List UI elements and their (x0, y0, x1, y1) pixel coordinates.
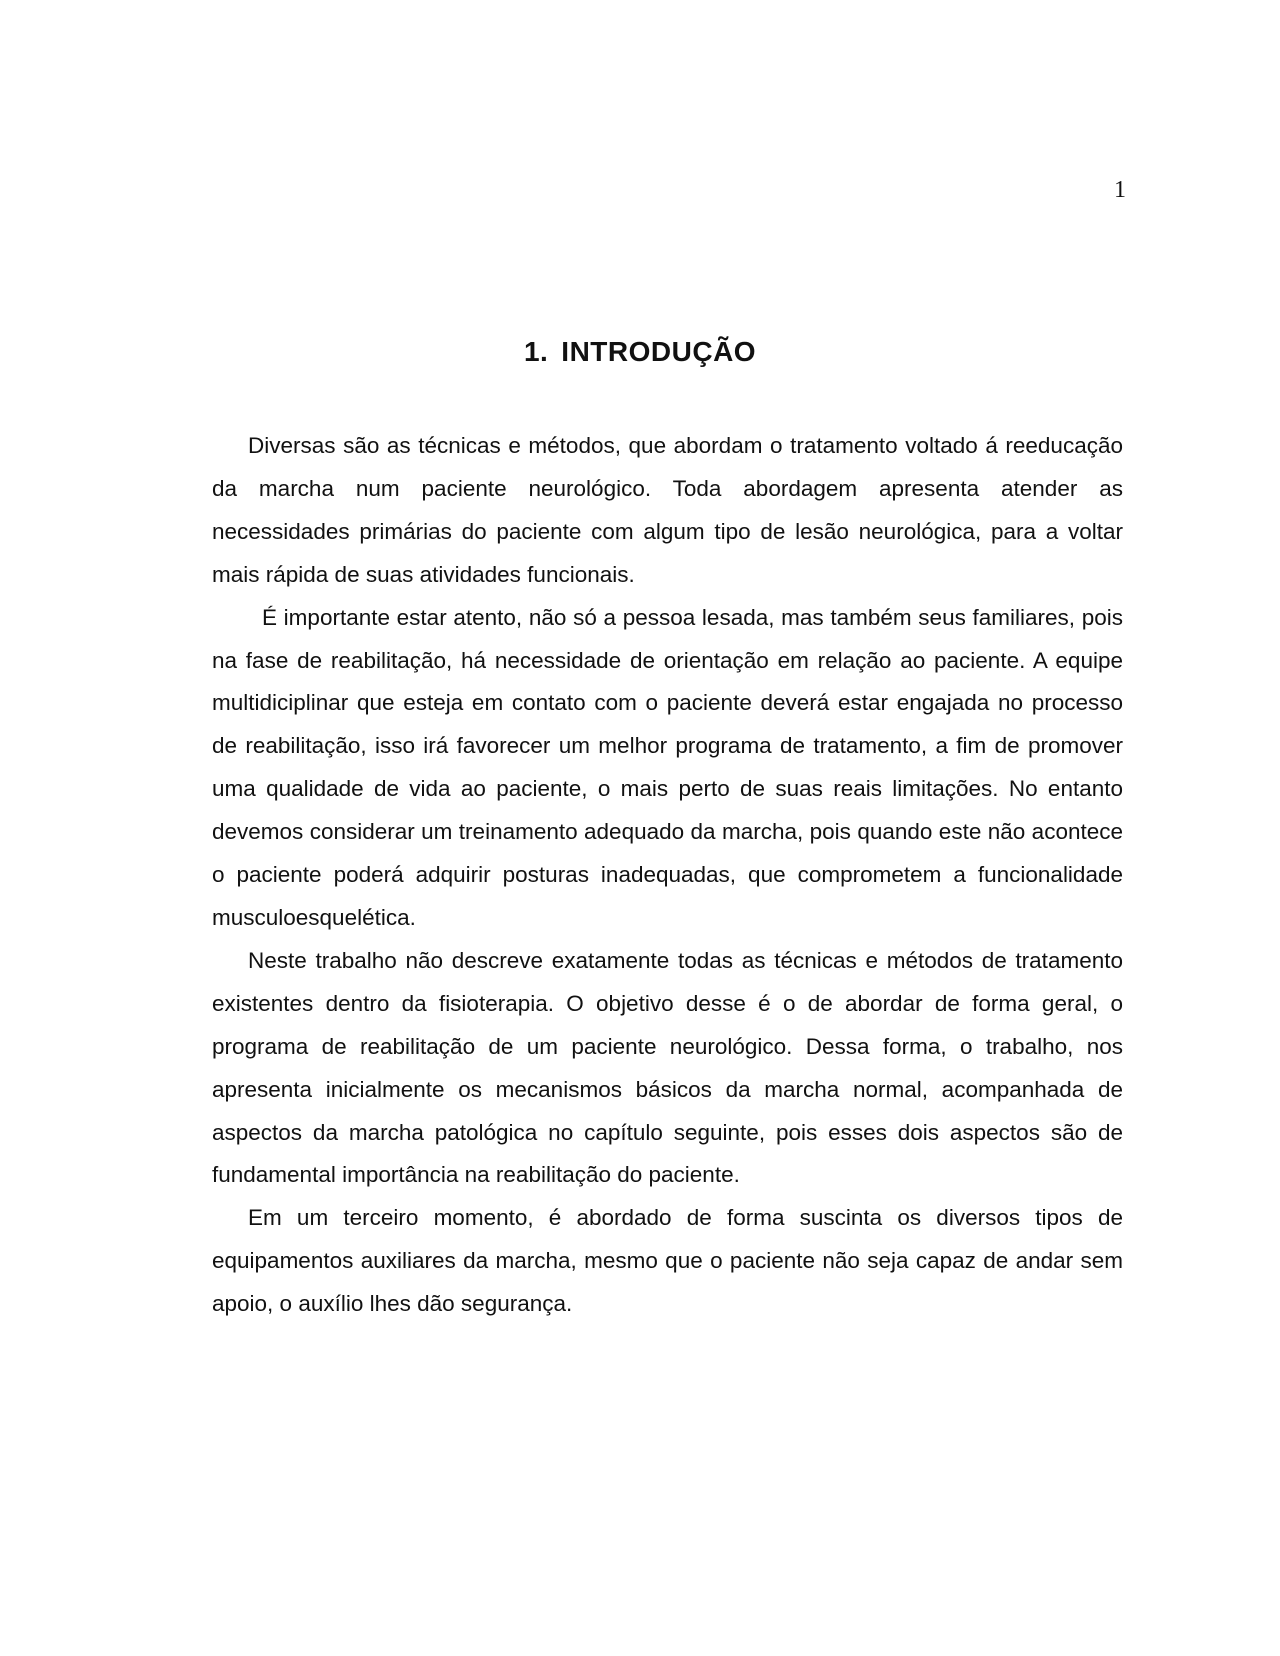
body-text (212, 425, 1123, 1326)
section-title (0, 334, 1280, 370)
section-number: 1. (523, 336, 549, 367)
paragraph: Diversas são as técnicas e métodos, que abordam o tratamento voltado á reeducação da marcha num paciente neurológico. Toda abordagem apresenta atender as necessidades primárias do paciente com algum tipo de lesão neurológica, para a voltar mais rápida de suas atividades funcionais. (212, 433, 1123, 587)
paragraph: É importante estar atento, não só a pessoa lesada, mas também seus familiares, pois na fase de reabilitação, há necessidade de orientação em relação ao paciente. A equipe multidiciplinar que esteja em contato com o paciente deverá estar engajada no processo de reabilitação, isso irá favorecer um melhor programa de tratamento, a fim de promover uma qualidade de vida ao paciente, o mais perto de suas reais limitações. No entanto devemos considerar um treinamento adequado da marcha, pois quando este não acontece o paciente poderá adquirir posturas inadequadas, que comprometem a funcionalidade musculoesquelética. (212, 604, 1123, 930)
page-number: 1 (1114, 177, 1126, 203)
paragraph: Neste trabalho não descreve exatamente todas as técnicas e métodos de tratamento existentes dentro da fisioterapia. O objetivo desse é o de abordar de forma geral, o programa de reabilitação de um paciente neurológico. Dessa forma, o trabalho, nos apresenta inicialmente os mecanismos básicos da marcha normal, acompanhada de aspectos da marcha patológica no capítulo seguinte, pois esses dois aspectos são de fundamental importância na reabilitação do paciente. (212, 947, 1123, 1188)
section-title-text: INTRODUÇÃO (561, 336, 757, 367)
paragraph: Em um terceiro momento, é abordado de forma suscinta os diversos tipos de equipamentos auxiliares da marcha, mesmo que o paciente não seja capaz de andar sem apoio, o auxílio lhes dão segurança. (212, 1205, 1123, 1317)
